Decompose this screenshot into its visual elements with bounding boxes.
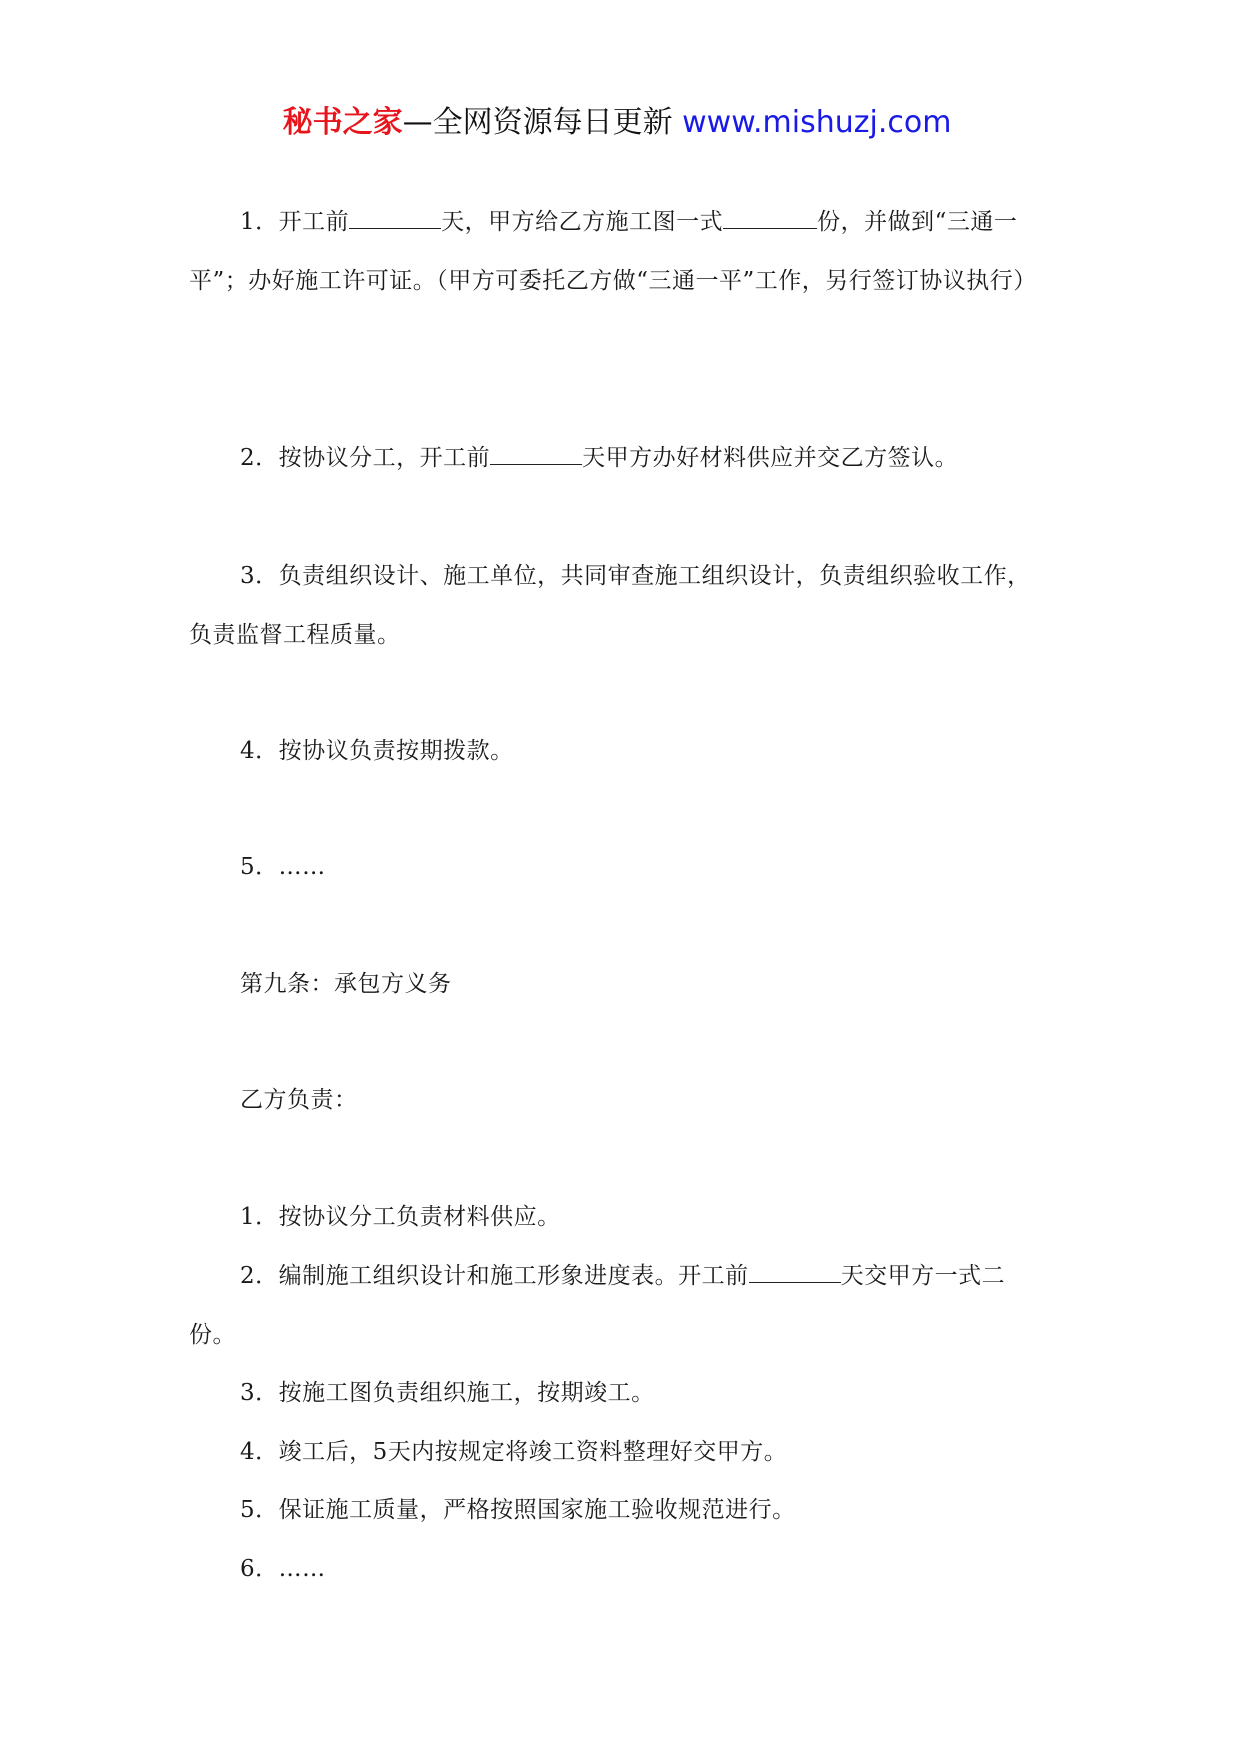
article-heading: 第九条：承包方义务 (240, 971, 452, 997)
item-text: 按施工图负责组织施工，按期竣工。 (278, 1380, 655, 1406)
item-text: 竣工后，5天内按规定将竣工资料整理好交甲方。 (278, 1439, 788, 1465)
item-number: 5． (240, 854, 279, 880)
item-number: 4． (240, 738, 279, 764)
blank-field (490, 442, 582, 465)
blank-field (723, 206, 817, 229)
item-number: 3． (240, 1380, 279, 1406)
item-text: 编制施工组织设计和施工形象进度表。开工前 (278, 1263, 749, 1289)
party-b-item-4 (189, 1423, 1049, 1482)
item-text: 按协议负责按期拨款。 (278, 738, 514, 764)
party-b-item-1 (189, 1188, 1049, 1247)
item-number: 3． (240, 563, 279, 589)
brand-name: 秘书之家 (282, 105, 403, 140)
item-number: 6． (240, 1556, 279, 1582)
party-b-item-6 (189, 1540, 1049, 1599)
party-a-item-2 (189, 429, 1049, 488)
item-text: 按协议分工，开工前 (278, 445, 491, 471)
item-number: 5． (240, 1497, 279, 1523)
party-b-item-5 (189, 1481, 1049, 1540)
party-a-item-4 (189, 722, 1049, 781)
blank-field (349, 206, 441, 229)
item-text: 负责组织设计、施工单位，共同审查施工组织设计，负责组织验收工作，负责监督工程质量。 (189, 563, 1031, 648)
party-b-item-3 (189, 1364, 1049, 1423)
item-text: …… (278, 1556, 326, 1582)
item-text: 按协议分工负责材料供应。 (278, 1204, 561, 1230)
item-text: …… (278, 854, 326, 880)
item-text: 开工前 (278, 209, 350, 235)
party-a-item-5 (189, 838, 1049, 897)
party-a-item-1 (189, 193, 1049, 311)
party-b-item-2 (189, 1247, 1049, 1365)
item-text: 天甲方办好材料供应并交乙方签认。 (582, 445, 959, 471)
blank-field (749, 1260, 841, 1283)
item-number: 1． (240, 1204, 279, 1230)
article-subheading: 乙方负责： (240, 1087, 358, 1113)
item-text: 保证施工质量，严格按照国家施工验收规范进行。 (278, 1497, 796, 1523)
item-text: 天交甲方一式二份。 (189, 1263, 1006, 1348)
item-number: 2． (240, 1263, 279, 1289)
party-a-item-3 (189, 547, 1049, 665)
item-number: 1． (240, 209, 279, 235)
item-text: 天，甲方给乙方施工图一式 (441, 209, 724, 235)
site-slogan: —全网资源每日更新 (402, 105, 683, 140)
item-number: 2． (240, 445, 279, 471)
item-number: 4． (240, 1439, 279, 1465)
item-text: 份，并做到“三通一平”；办好施工许可证。（甲方可委托乙方做“三通一平”工作，另行签订协议执行） (189, 209, 1037, 294)
site-url[interactable]: www.mishuzj.com (682, 105, 952, 140)
